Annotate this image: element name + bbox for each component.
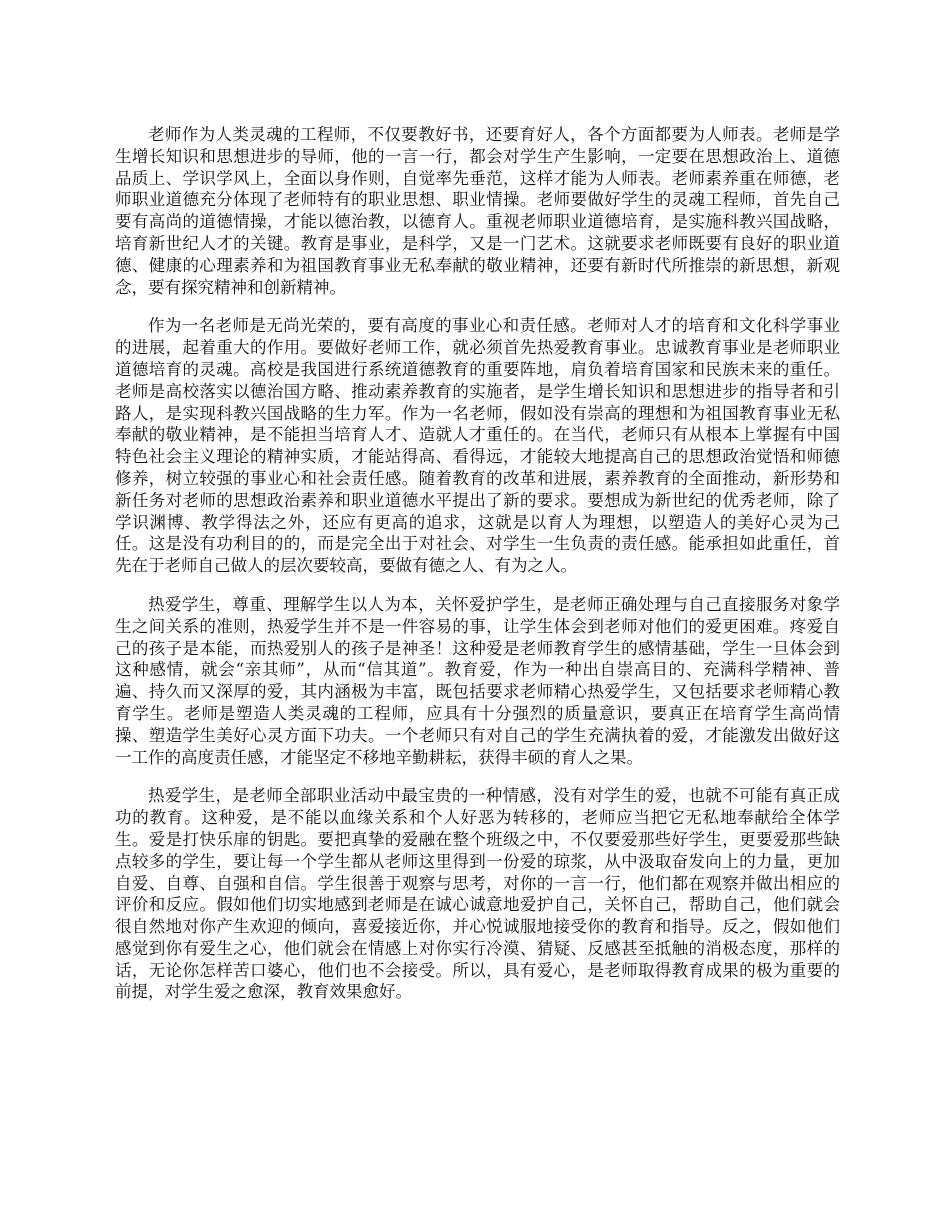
paragraph-3: 热爱学生，尊重、理解学生以人为本，关怀爱护学生，是老师正确处理与自己直接服务对象学生之间关系的准则，热爱学生并不是一件容易的事，让学生体会到老师对他们的爱更困难。疼爱自己的孩子是本能，而热爱别人的孩子是神圣！这种爱是老师教育学生的感情基础，学生一旦体会到这种感情，就会“亲其师”，从而“信其道”。教育爱，作为一种出自崇高目的、充满科学精神、普遍、持久而又深厚的爱，其内涵极为丰富，既包括要求老师精心热爱学生，又包括要求老师精心教育学生。老师是塑造人类灵魂的工程师，应具有十分强烈的质量意识，要真正在培育学生高尚情操、塑造学生美好心灵方面下功夫。一个老师只有对自己的学生充满执着的爱，才能激发出做好这一工作的高度责任感，才能坚定不移地辛勤耕耘，获得丰硕的育人之果。 (115, 594, 840, 767)
paragraph-2: 作为一名老师是无尚光荣的，要有高度的事业心和责任感。老师对人才的培育和文化科学事业的进展，起着重大的作用。要做好老师工作，就必须首先热爱教育事业。忠诚教育事业是老师职业道德培育的灵魂。高校是我国进行系统道德教育的重要阵地，肩负着培育国家和民族未来的重任。老师是高校落实以德治国方略、推动素养教育的实施者，是学生增长知识和思想进步的指导者和引路人，是实现科教兴国战略的生力军。作为一名老师，假如没有崇高的理想和为祖国教育事业无私奉献的敬业精神，是不能担当培育人才、造就人才重任的。在当代，老师只有从根本上掌握有中国特色社会主义理论的精神实质，才能站得高、看得远，才能较大地提高自己的思想政治觉悟和师德修养，树立较强的事业心和社会责任感。随着教育的改革和进展，素养教育的全面推动，新形势和新任务对老师的思想政治素养和职业道德水平提出了新的要求。要想成为新世纪的优秀老师，除了学识渊博、教学得法之外，还应有更高的追求，这就是以育人为理想，以塑造人的美好心灵为己任。这是没有功利目的的，而是完全出于对社会、对学生一生负责的责任感。能承担如此重任，首先在于老师自己做人的层次要较高，要做有德之人、有为之人。 (115, 316, 840, 576)
document-body (115, 124, 840, 1020)
paragraph-4: 热爱学生，是老师全部职业活动中最宝贵的一种情感，没有对学生的爱，也就不可能有真正成功的教育。这种爱，是不能以血缘关系和个人好恶为转移的，老师应当把它无私地奉献给全体学生。爱是打快乐扉的钥匙。要把真挚的爱融在整个班级之中，不仅要爱那些好学生，更要爱那些缺点较多的学生，要让每一个学生都从老师这里得到一份爱的琼浆，从中汲取奋发向上的力量，更加自爱、自尊、自强和自信。学生很善于观察与思考，对你的一言一行，他们都在观察并做出相应的评价和反应。假如他们切实地感到老师是在诚心诚意地爱护自己，关怀自己，帮助自己，他们就会很自然地对你产生欢迎的倾向，喜爱接近你，并心悦诚服地接受你的教育和指导。反之，假如他们感觉到你有爱生之心，他们就会在情感上对你实行冷漠、猜疑、反感甚至抵触的消极态度，那样的话，无论你怎样苦口婆心，他们也不会接受。所以，具有爱心，是老师取得教育成果的极为重要的前提，对学生爱之愈深，教育效果愈好。 (115, 786, 840, 1002)
paragraph-1: 老师作为人类灵魂的工程师，不仅要教好书，还要育好人，各个方面都要为人师表。老师是学生增长知识和思想进步的导师，他的一言一行，都会对学生产生影响，一定要在思想政治上、道德品质上、学识学风上，全面以身作则，自觉率先垂范，这样才能为人师表。老师素养重在师德，老师职业道德充分体现了老师特有的职业思想、职业情操。老师要做好学生的灵魂工程师，首先自己要有高尚的道德情操，才能以德治教，以德育人。重视老师职业道德培育，是实施科教兴国战略，培育新世纪人才的关键。教育是事业，是科学，又是一门艺术。这就要求老师既要有良好的职业道德、健康的心理素养和为祖国教育事业无私奉献的敬业精神，还要有新时代所推崇的新思想，新观念，要有探究精神和创新精神。 (115, 125, 840, 297)
